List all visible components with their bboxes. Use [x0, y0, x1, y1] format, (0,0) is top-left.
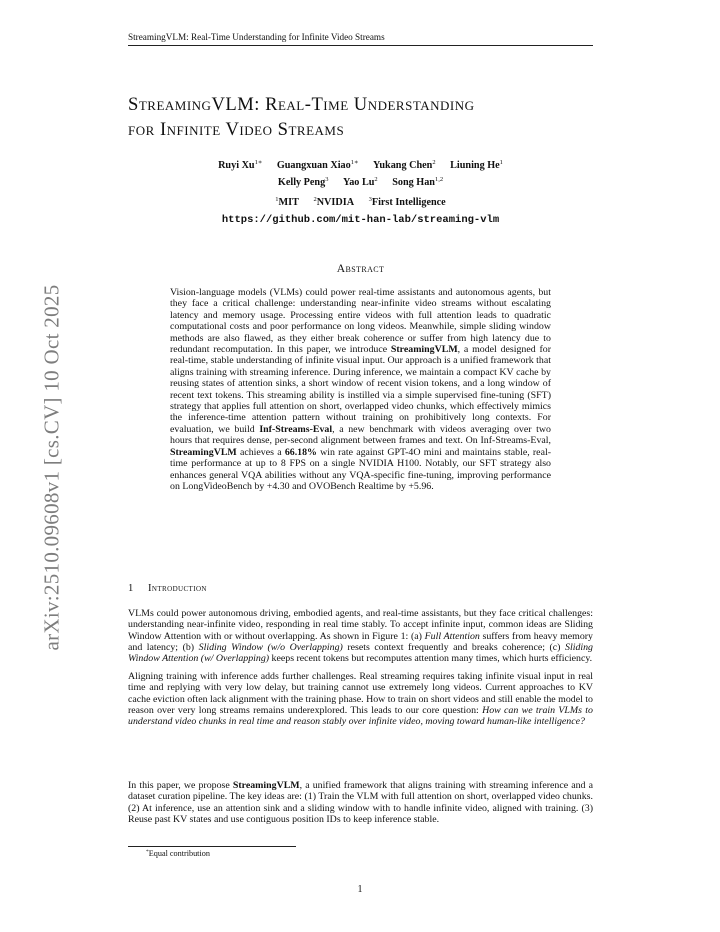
abstract-text: achieves a — [236, 446, 285, 458]
author-affiliation-mark: 1∗ — [254, 159, 263, 166]
paragraph-text: resets context frequently and breaks coherence; (c) — [342, 641, 566, 653]
author-affiliation-mark: 2 — [432, 159, 436, 166]
paragraph-italic: Sliding Window (w/o Overlapping) — [198, 641, 343, 653]
authors-row-2 — [128, 175, 593, 190]
paragraph-text: VLMs could power autonomous driving, embodied agents, and real-time assistants, but they face critical challenges: understanding near-infinite video, responding in real time stably. To accept infinite input, common ideas are Sliding Window Attention with or without overlapping. As shown in Figure 1: (a) — [128, 608, 593, 642]
author-name: Liuning He — [450, 160, 500, 171]
author-name: Ruyi Xu — [218, 160, 255, 171]
author — [218, 158, 262, 173]
authors-row-1 — [128, 158, 593, 173]
paragraph-text: keeps recent tokens but recomputes attention many times, which hurts efficiency. — [269, 653, 593, 665]
abstract-bold: Inf-Streams-Eval — [259, 423, 333, 435]
affiliation-mark: 1 — [275, 196, 279, 203]
arxiv-identifier-text: arXiv:2510.09608v1 [cs.CV] 10 Oct 2025 — [39, 283, 64, 651]
paragraph-italic: Sliding Window Attention (w/ Overlapping) — [128, 641, 593, 665]
author-name: Yao Lu — [342, 177, 375, 188]
paper-title — [128, 92, 598, 142]
abstract-text: win rate against GPT-4O mini and maintains stable, real-time performance at up to 8 FPS on a single NVIDIA H100. Notably, our SFT strategy also enhances general VQA abilities without any VQA-specific fine-tuning, improving performance on LongVideoBench by +4.30 and OVOBench Realtime by +5.96. — [170, 446, 551, 492]
paragraph-italic: How can we train VLMs to understand video chunks in real time and reason stably over infinite video, moving toward human-like intelligence? — [128, 704, 593, 728]
author-name: Guangxuan Xiao — [276, 160, 351, 171]
affiliations — [128, 195, 593, 210]
affiliation-name: NVIDIA — [316, 197, 355, 208]
affiliation-name: MIT — [278, 197, 299, 208]
paragraph-text: , a unified framework that aligns training with streaming inference and a dataset curation pipeline. The key ideas are: (1) Train the VLM with full attention on short, overlapped video chunks. (2) At inference, use an attention sink and a sliding window with to handle infinite video, aligned with training. (3) Reuse past KV states and use contiguous position IDs to keep inference stable. — [128, 780, 593, 825]
abstract-text: , a model designed for real-time, stable understanding of infinite visual input. Our approach is a unified framework that aligns training with streaming inference. During inference, we maintain a compact KV cache by reusing states of attention sinks, a short window of recent vision tokens, and a long window of recent text tokens. This streaming ability is instilled via a simple supervised fine-tuning (SFT) strategy that applies full attention on short, overlapped video chunks, which effectively mimics the inference-time attention pattern without training on prohibitively long contexts. For evaluation, we build — [170, 344, 552, 435]
affiliation-mark: 2 — [313, 196, 317, 203]
affiliation-mark: 3 — [368, 196, 372, 203]
section-number: 1 — [128, 583, 134, 594]
paragraph-text: In this paper, we propose — [128, 780, 233, 791]
author-affiliation-mark: 1,2 — [434, 176, 444, 183]
abstract-text: Vision-language models (VLMs) could power real-time assistants and autonomous agents, but they face a critical challenge: understanding near-infinite video streams without escalating latency and memory usage. Processing entire videos with full attention leads to quadratic computational costs and poor performance on long videos. Meanwhile, simple sliding window methods are also flawed, as they either break coherence or suffer from high latency due to redundant recomputation. In this paper, we introduce — [170, 287, 551, 356]
paper-title-line2: for Infinite Video Streams — [128, 119, 345, 140]
arxiv-identifier — [35, 262, 69, 672]
paragraph-bold: StreamingVLM — [232, 780, 300, 791]
affiliation — [369, 195, 446, 210]
author — [343, 175, 378, 190]
footnote-mark: * — [146, 849, 149, 855]
author — [373, 158, 436, 173]
author-affiliation-mark: 1∗ — [350, 159, 359, 166]
section-heading — [128, 583, 593, 594]
affiliation — [275, 195, 299, 210]
footnote-rule — [128, 846, 296, 847]
abstract-bold: 66.18% — [284, 446, 317, 458]
affiliation-name: First Intelligence — [371, 197, 446, 208]
author — [278, 175, 329, 190]
section-title: Introduction — [148, 583, 207, 594]
author-name: Song Han — [392, 177, 435, 188]
author-affiliation-mark: 2 — [374, 176, 378, 183]
paragraph-text: Aligning training with inference adds further challenges. Real streaming requires taking infinite visual input in real time and replying with very low delay, but training cannot use extremely long videos. Current approaches to KV cache eviction often lack alignment with the training phase. How to train on short videos and still enable the model to reason over very long streams remains underexplored. This leads to our core question: — [128, 671, 593, 716]
footnote — [146, 849, 210, 858]
paragraph-italic: Full Attention — [424, 630, 480, 642]
github-link[interactable]: https://github.com/mit-han-lab/streaming-vlm — [221, 214, 500, 226]
intro-paragraph-3 — [128, 780, 593, 825]
footnote-text: Equal contribution — [148, 849, 210, 858]
abstract-bold: StreamingVLM — [390, 344, 458, 356]
author — [392, 175, 443, 190]
author — [450, 158, 503, 173]
author — [277, 158, 359, 173]
affiliation — [313, 195, 354, 210]
intro-paragraph-2 — [128, 671, 593, 727]
page-number: 1 — [357, 884, 363, 895]
running-head: StreamingVLM: Real-Time Understanding for Infinite Video Streams — [128, 31, 593, 46]
author-name: Kelly Peng — [277, 177, 326, 188]
author-name: Yukang Chen — [372, 160, 433, 171]
abstract-heading: Abstract — [336, 262, 385, 275]
abstract-body — [170, 287, 551, 492]
paragraph-text: suffers from heavy memory and latency; (b) — [128, 630, 593, 653]
author-affiliation-mark: 1 — [499, 159, 503, 166]
paper-title-line1: StreamingVLM: Real-Time Understanding — [128, 94, 475, 115]
abstract-text: , a new benchmark with videos averaging over two hours that requires dense, per-second alignment between frames and text. On Inf-Streams-Eval, — [170, 423, 551, 447]
abstract-bold: StreamingVLM — [170, 446, 237, 458]
intro-paragraph-1 — [128, 608, 593, 664]
author-affiliation-mark: 3 — [325, 176, 329, 183]
